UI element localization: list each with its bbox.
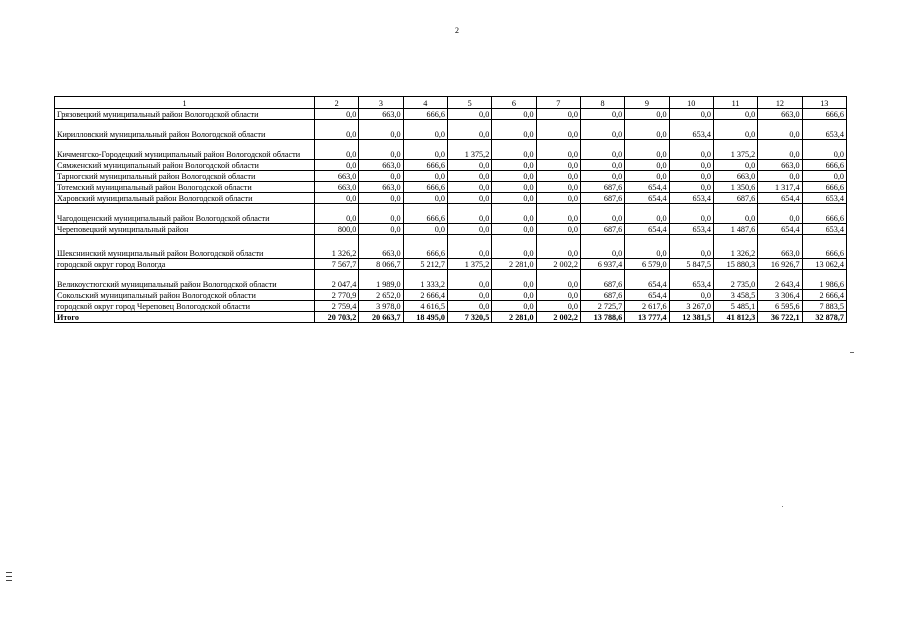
scan-speck <box>782 506 783 507</box>
table-cell: 0,0 <box>492 224 536 235</box>
total-cell: 13 777,4 <box>625 312 669 323</box>
table-cell: 0,0 <box>492 270 536 290</box>
table-cell: 0,0 <box>580 160 624 171</box>
table-cell: 0,0 <box>669 235 713 259</box>
table-cell: 663,0 <box>314 182 358 193</box>
table-cell: 0,0 <box>314 109 358 120</box>
table-cell: 663,0 <box>359 109 403 120</box>
table-row <box>55 259 847 270</box>
table-row <box>55 235 847 259</box>
table-cell: 0,0 <box>492 109 536 120</box>
table-row <box>55 120 847 140</box>
table-cell: 0,0 <box>492 235 536 259</box>
total-cell: 7 320,5 <box>447 312 491 323</box>
table-cell: 3 267,0 <box>669 301 713 312</box>
table-cell: 0,0 <box>580 171 624 182</box>
table-cell: 6 595,6 <box>758 301 802 312</box>
table-cell: 666,6 <box>802 204 846 224</box>
table-cell: 663,0 <box>713 171 757 182</box>
municipality-name: Тотемский муниципальный район Вологодской области <box>55 182 315 193</box>
total-cell: 2 002,2 <box>536 312 580 323</box>
table-cell: 0,0 <box>669 109 713 120</box>
table-cell: 687,6 <box>580 270 624 290</box>
table-cell: 666,6 <box>403 235 447 259</box>
table-cell: 653,4 <box>669 270 713 290</box>
table-cell: 0,0 <box>625 235 669 259</box>
table-cell: 0,0 <box>492 182 536 193</box>
table-cell: 0,0 <box>625 160 669 171</box>
table-row <box>55 224 847 235</box>
table-cell: 687,6 <box>580 224 624 235</box>
table-cell: 666,6 <box>403 182 447 193</box>
table-cell: 2 617,6 <box>625 301 669 312</box>
table-cell: 2 725,7 <box>580 301 624 312</box>
table-cell: 2 770,9 <box>314 290 358 301</box>
table-cell: 0,0 <box>580 120 624 140</box>
table-cell: 0,0 <box>536 290 580 301</box>
table-row <box>55 204 847 224</box>
table-cell: 2 666,4 <box>802 290 846 301</box>
column-header: 3 <box>359 97 403 109</box>
table-cell: 654,4 <box>625 270 669 290</box>
table-cell: 0,0 <box>403 120 447 140</box>
table-cell: 0,0 <box>447 224 491 235</box>
table-cell: 663,0 <box>314 171 358 182</box>
table-cell: 4 616,5 <box>403 301 447 312</box>
table-cell: 16 926,7 <box>758 259 802 270</box>
table-row <box>55 171 847 182</box>
table-cell: 0,0 <box>758 171 802 182</box>
municipality-name: городской округ город Вологда <box>55 259 315 270</box>
table-cell: 2 759,4 <box>314 301 358 312</box>
table-cell: 3 458,5 <box>713 290 757 301</box>
table-cell: 1 375,2 <box>447 140 491 160</box>
table-cell: 0,0 <box>359 193 403 204</box>
table-cell: 2 643,4 <box>758 270 802 290</box>
table-cell: 7 883,5 <box>802 301 846 312</box>
total-cell: 41 812,3 <box>713 312 757 323</box>
table-cell: 0,0 <box>669 290 713 301</box>
table-cell: 666,6 <box>802 109 846 120</box>
total-cell: 12 381,5 <box>669 312 713 323</box>
table-cell: 0,0 <box>536 109 580 120</box>
table-cell: 2 002,2 <box>536 259 580 270</box>
municipality-name: Сокольский муниципальный район Вологодской области <box>55 290 315 301</box>
table-cell: 0,0 <box>802 140 846 160</box>
table-cell: 0,0 <box>447 171 491 182</box>
table-cell: 666,6 <box>403 204 447 224</box>
column-header: 6 <box>492 97 536 109</box>
margin-mark <box>850 352 854 353</box>
column-header: 4 <box>403 97 447 109</box>
table-cell: 666,6 <box>802 160 846 171</box>
table-cell: 1 986,6 <box>802 270 846 290</box>
table-cell: 666,6 <box>403 109 447 120</box>
table-cell: 0,0 <box>669 204 713 224</box>
table-cell: 0,0 <box>492 204 536 224</box>
total-row <box>55 312 847 323</box>
table-cell: 0,0 <box>447 204 491 224</box>
table-cell: 663,0 <box>359 160 403 171</box>
table-cell: 0,0 <box>359 224 403 235</box>
table-cell: 6 937,4 <box>580 259 624 270</box>
table-cell: 3 978,0 <box>359 301 403 312</box>
table-cell: 663,0 <box>758 235 802 259</box>
table-row <box>55 182 847 193</box>
table-cell: 0,0 <box>669 160 713 171</box>
table-cell: 0,0 <box>359 120 403 140</box>
table-cell: 8 066,7 <box>359 259 403 270</box>
table-cell: 2 047,4 <box>314 270 358 290</box>
table-cell: 0,0 <box>314 120 358 140</box>
table-cell: 0,0 <box>580 235 624 259</box>
table-cell: 0,0 <box>536 270 580 290</box>
table-cell: 654,4 <box>758 224 802 235</box>
column-header: 5 <box>447 97 491 109</box>
table-cell: 0,0 <box>580 140 624 160</box>
total-cell: 18 495,0 <box>403 312 447 323</box>
table-cell: 687,6 <box>580 182 624 193</box>
table-cell: 0,0 <box>492 290 536 301</box>
table-cell: 0,0 <box>314 160 358 171</box>
table-cell: 0,0 <box>669 171 713 182</box>
municipality-name: Тарногский муниципальный район Вологодской области <box>55 171 315 182</box>
table-cell: 687,6 <box>580 290 624 301</box>
table-row <box>55 290 847 301</box>
table-cell: 0,0 <box>359 171 403 182</box>
table-cell: 0,0 <box>802 171 846 182</box>
table-cell: 0,0 <box>492 171 536 182</box>
municipality-name: Шекснинский муниципальный район Вологодской области <box>55 235 315 259</box>
table-row <box>55 140 847 160</box>
table-cell: 653,4 <box>669 224 713 235</box>
table-cell: 0,0 <box>492 301 536 312</box>
table-cell: 1 326,2 <box>314 235 358 259</box>
total-cell: 36 722,1 <box>758 312 802 323</box>
header-row <box>55 97 847 109</box>
municipality-name: Сямженский муниципальный район Вологодской области <box>55 160 315 171</box>
table-cell: 0,0 <box>536 182 580 193</box>
table-cell: 0,0 <box>536 235 580 259</box>
table-cell: 666,6 <box>802 182 846 193</box>
table-cell: 0,0 <box>669 182 713 193</box>
table-body <box>55 109 847 323</box>
table-cell: 0,0 <box>447 235 491 259</box>
table-cell: 3 306,4 <box>758 290 802 301</box>
table-cell: 13 062,4 <box>802 259 846 270</box>
table-cell: 0,0 <box>492 193 536 204</box>
table-cell: 2 666,4 <box>403 290 447 301</box>
table-cell: 653,4 <box>669 193 713 204</box>
table-cell: 0,0 <box>403 171 447 182</box>
column-header: 11 <box>713 97 757 109</box>
table-row <box>55 160 847 171</box>
table-cell: 7 567,7 <box>314 259 358 270</box>
table-cell: 0,0 <box>447 120 491 140</box>
table-cell: 0,0 <box>713 109 757 120</box>
column-header: 12 <box>758 97 802 109</box>
total-cell: 32 878,7 <box>802 312 846 323</box>
column-header: 2 <box>314 97 358 109</box>
total-cell: 20 663,7 <box>359 312 403 323</box>
table-cell: 0,0 <box>359 140 403 160</box>
table-cell: 0,0 <box>580 109 624 120</box>
table-row <box>55 270 847 290</box>
table-cell: 0,0 <box>669 140 713 160</box>
table-cell: 654,4 <box>625 193 669 204</box>
table-row <box>55 193 847 204</box>
table-cell: 0,0 <box>625 204 669 224</box>
table-cell: 1 375,2 <box>447 259 491 270</box>
table-cell: 0,0 <box>447 270 491 290</box>
table-cell: 0,0 <box>492 160 536 171</box>
column-header: 13 <box>802 97 846 109</box>
table-cell: 0,0 <box>314 193 358 204</box>
total-cell: 2 281,0 <box>492 312 536 323</box>
table-cell: 0,0 <box>447 160 491 171</box>
table-cell: 687,6 <box>713 193 757 204</box>
column-header: 10 <box>669 97 713 109</box>
table-row <box>55 301 847 312</box>
table-cell: 0,0 <box>536 171 580 182</box>
table-cell: 0,0 <box>625 109 669 120</box>
table-cell: 0,0 <box>713 204 757 224</box>
municipality-name: Череповецкий муниципальный район <box>55 224 315 235</box>
table-cell: 666,6 <box>802 235 846 259</box>
municipality-name: Великоустюгский муниципальный район Вологодской области <box>55 270 315 290</box>
table-cell: 0,0 <box>625 140 669 160</box>
table-cell: 0,0 <box>447 301 491 312</box>
table-cell: 0,0 <box>314 140 358 160</box>
table-cell: 2 652,0 <box>359 290 403 301</box>
table-cell: 687,6 <box>580 193 624 204</box>
table-cell: 0,0 <box>447 109 491 120</box>
table-cell: 0,0 <box>314 204 358 224</box>
table-cell: 15 880,3 <box>713 259 757 270</box>
table-cell: 653,4 <box>802 193 846 204</box>
table-cell: 0,0 <box>536 193 580 204</box>
table-cell: 1 333,2 <box>403 270 447 290</box>
table-cell: 0,0 <box>492 120 536 140</box>
table-cell: 1 375,2 <box>713 140 757 160</box>
table-cell: 2 735,0 <box>713 270 757 290</box>
table-cell: 654,4 <box>625 224 669 235</box>
table-cell: 5 485,1 <box>713 301 757 312</box>
table-cell: 0,0 <box>492 140 536 160</box>
table-cell: 0,0 <box>625 120 669 140</box>
table-cell: 653,4 <box>802 224 846 235</box>
municipality-name: Грязовецкий муниципальный район Вологодской области <box>55 109 315 120</box>
column-header: 7 <box>536 97 580 109</box>
table-cell: 0,0 <box>536 120 580 140</box>
table-cell: 800,0 <box>314 224 358 235</box>
municipality-name: городской округ город Череповец Вологодской области <box>55 301 315 312</box>
table-cell: 663,0 <box>758 109 802 120</box>
municipality-name: Кирилловский муниципальный район Вологодской области <box>55 120 315 140</box>
table-cell: 0,0 <box>447 290 491 301</box>
column-header: 1 <box>55 97 315 109</box>
municipality-name: Кичменгско-Городецкий муниципальный район Вологодской области <box>55 140 315 160</box>
table-cell: 0,0 <box>580 204 624 224</box>
table-cell: 653,4 <box>669 120 713 140</box>
table-cell: 0,0 <box>403 140 447 160</box>
table-cell: 0,0 <box>713 160 757 171</box>
table-cell: 654,4 <box>625 182 669 193</box>
table-cell: 0,0 <box>447 182 491 193</box>
table-cell: 0,0 <box>403 193 447 204</box>
page-number: 2 <box>455 26 459 35</box>
table-cell: 663,0 <box>359 182 403 193</box>
table-cell: 0,0 <box>536 301 580 312</box>
table-cell: 1 487,6 <box>713 224 757 235</box>
table-cell: 1 989,0 <box>359 270 403 290</box>
table-cell: 0,0 <box>359 204 403 224</box>
table-cell: 0,0 <box>758 120 802 140</box>
table-row <box>55 109 847 120</box>
municipality-name: Чагодощенский муниципальный район Вологодской области <box>55 204 315 224</box>
table-cell: 663,0 <box>758 160 802 171</box>
total-cell: 13 788,6 <box>580 312 624 323</box>
table-cell: 5 212,7 <box>403 259 447 270</box>
table-cell: 666,6 <box>403 160 447 171</box>
margin-tick-marks <box>6 572 12 586</box>
table-cell: 0,0 <box>536 140 580 160</box>
table-cell: 6 579,0 <box>625 259 669 270</box>
table-cell: 654,4 <box>625 290 669 301</box>
table-cell: 0,0 <box>536 160 580 171</box>
column-header: 9 <box>625 97 669 109</box>
table-cell: 654,4 <box>758 193 802 204</box>
table-cell: 2 281,0 <box>492 259 536 270</box>
table-cell: 0,0 <box>536 204 580 224</box>
municipality-name: Харовский муниципальный район Вологодской области <box>55 193 315 204</box>
table-cell: 0,0 <box>536 224 580 235</box>
table-cell: 0,0 <box>758 204 802 224</box>
table-cell: 1 350,6 <box>713 182 757 193</box>
table-cell: 0,0 <box>447 193 491 204</box>
total-label: Итого <box>55 312 315 323</box>
table-cell: 1 317,4 <box>758 182 802 193</box>
table-cell: 1 326,2 <box>713 235 757 259</box>
table-cell: 653,4 <box>802 120 846 140</box>
table-cell: 0,0 <box>713 120 757 140</box>
table-cell: 0,0 <box>625 171 669 182</box>
data-table <box>54 96 847 323</box>
table-cell: 0,0 <box>403 224 447 235</box>
table-cell: 0,0 <box>758 140 802 160</box>
table-cell: 5 847,5 <box>669 259 713 270</box>
column-header: 8 <box>580 97 624 109</box>
table-cell: 663,0 <box>359 235 403 259</box>
total-cell: 20 703,2 <box>314 312 358 323</box>
